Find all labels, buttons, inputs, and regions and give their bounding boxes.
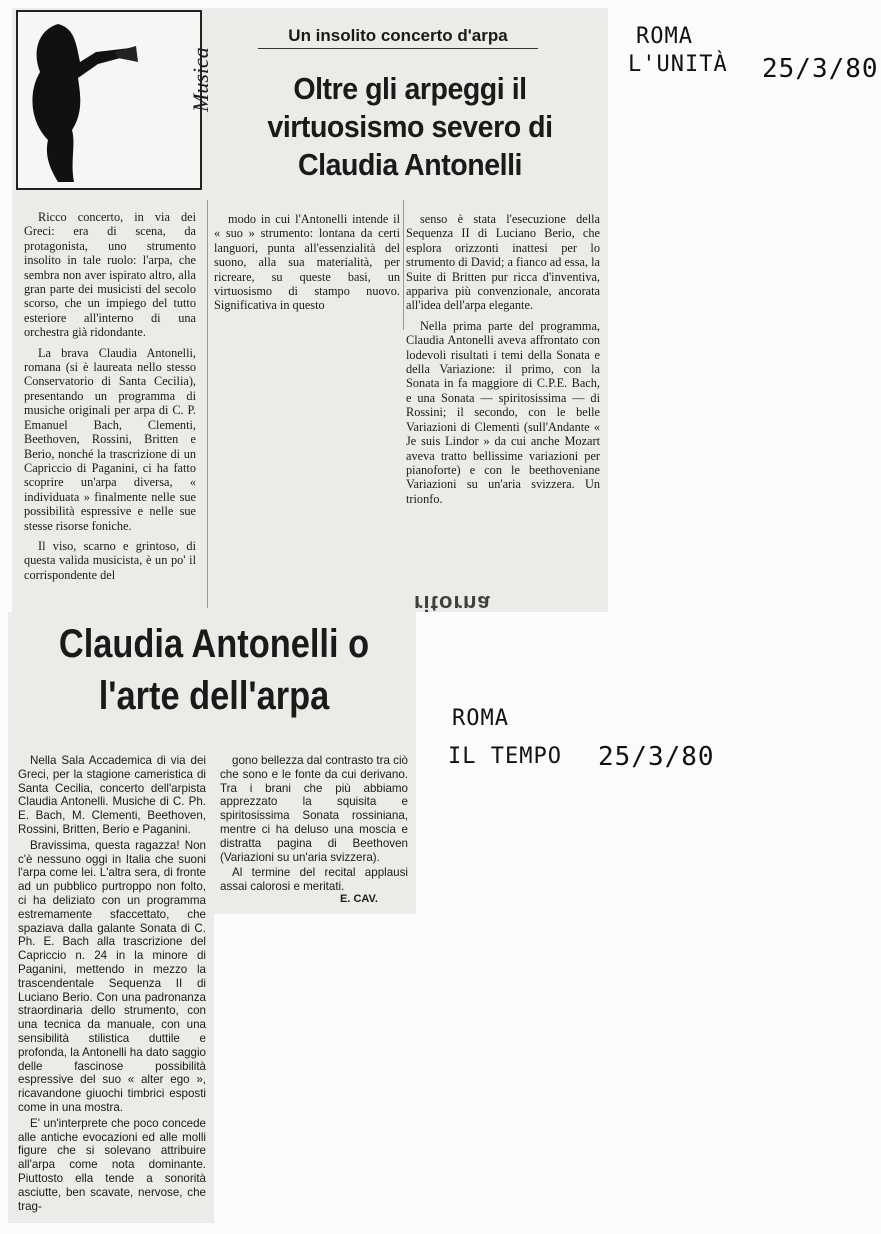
reverse-fragment: ritorna (414, 591, 491, 616)
paragraph: gono bellezza dal contrasto tra ciò che sono e le fonte da cui derivano. Tra i brani che più abbiamo apprezzato la squisita e spiritosissima Sonata rossiniana, mentre ci ha deluso una moscia e distratta pagina di Beethoven (Variazioni su un'aria svizzera). (220, 754, 408, 864)
paragraph: La brava Claudia Antonelli, romana (si è laureata nello stesso Conservatorio di Santa Cecilia), presentando un programma di musiche originali per arpa di C. P. Emanuel Bach, Clementi, Beethoven, Rossini, Britten e Berio, nonché la trascrizione di un Capriccio di Paganini, ci ha fatto scoprire un'arpa diversa, « individuata » finalmente nelle sue possibilità espressive e nelle sue stesse risorse foniche. (24, 345, 196, 533)
paragraph: Ricco concerto, in via dei Greci: era di scena, da protagonista, uno strumento insolito in tale ruolo: l'arpa, che sembra non aver ispirato altro, alla gran parte dei musicisti del secolo scorso, che un impiego del tutto esteriore all'interno di una orchestra già ridondante. (24, 210, 196, 340)
paragraph: Il viso, scarno e grintoso, di questa valida musicista, è un po' il corrispondente del (24, 538, 196, 582)
handwritten-city: ROMA (452, 706, 509, 731)
headline-tempo: Claudia Antonelli o l'arte dell'arpa (58, 622, 370, 718)
trumpet-player-icon (18, 12, 200, 188)
paragraph: Nella prima parte del programma, Claudia Antonelli aveva affrontato con lodevoli risultati i temi della Sonata e della Variazione: il primo, con la Sonata in fa maggiore di C.P.E. Bach, e una Sonata — spiritosissima — di Rossini; il secondo, con le belle Variazioni di Clementi (sull'Andante « Je suis Lindor » da cui anche Mozart aveva tratto bellissime variazioni per pianoforte) e con le beethoveniane Variazioni su un'aria svizzera. Un trionfo. (406, 318, 600, 506)
paragraph: E' un'interprete che poco concede alle antiche evocazioni ed alle molli figure che si solevano attribuire all'arpa come nota dominante. Piuttosto ella tende a sonorità asciutte, ben scavate, nervose, che trag- (18, 1116, 206, 1213)
handwritten-paper: L'UNITÀ (628, 52, 728, 77)
paragraph: modo in cui l'Antonelli intende il « suo » strumento: lontana da certi languori, punta all'essenzialità del suono, alla sua materialità, per ricreare, su queste basi, un virtuosismo di stampo nuovo. Significativa in questo (214, 212, 400, 313)
handwritten-date: 25/3/80 (598, 742, 715, 772)
unita-column-1 (24, 210, 196, 588)
paragraph: Bravissima, questa ragazza! Non c'è nessuno oggi in Italia che suoni l'arpa come lei. L'altra sera, di fronte ad un pubblico purtroppo non folto, ci ha deliziato con un programma estremamente sfaccettato, che spaziava dalla galante Sonata di C. Ph. E. Bach alla trascrizione del Capriccio n. 24 in la minore di Paganini, mettendo in mezzo la trascendentale Sequenza II di Luciano Berio. Con una padronanza straordinaria dello strumento, con una tecnica da manuale, con una sensibilità stilistica duttile e profonda, la Antonelli ha dato saggio delle fascinose possibilità espressive del suo « alter ego », ricavandone giuochi timbrici esposti come in una mostra. (18, 838, 206, 1114)
handwritten-city: ROMA (636, 24, 693, 49)
tempo-column-2 (220, 754, 408, 896)
unita-column-2 (214, 212, 400, 319)
paragraph: Al termine del recital applausi assai calorosi e meritati. (220, 866, 408, 894)
kicker: Un insolito concerto d'arpa (258, 26, 538, 49)
section-label: Musica (188, 47, 213, 112)
paragraph: Nella Sala Accademica di via dei Greci, per la stagione cameristica di Santa Cecilia, concerto dell'arpista Claudia Antonelli. Musiche di C. Ph. E. Bach, M. Clementi, Beethoven, Rossini, Britten, Berio e Paganini. (18, 754, 206, 836)
column-divider (403, 200, 404, 330)
unita-column-3 (406, 212, 600, 512)
headline-unita: Oltre gli arpeggi il virtuosismo severo di Claudia Antonelli (267, 71, 553, 182)
column-divider (207, 200, 208, 608)
handwritten-paper: IL TEMPO (448, 744, 562, 769)
handwritten-date: 25/3/80 (762, 54, 879, 84)
tempo-column-1 (18, 754, 206, 1215)
musica-logo (16, 10, 213, 190)
author-signature: E. CAV. (340, 893, 378, 905)
paragraph: senso è stata l'esecuzione della Sequenza II di Luciano Berio, che esplora orizzonti inattesi per lo strumento di David; a fianco ad essa, la Suite di Britten pur ricca d'inventiva, appariva più convenzionale, ancorata all'idea dell'arpa elegante. (406, 212, 600, 313)
